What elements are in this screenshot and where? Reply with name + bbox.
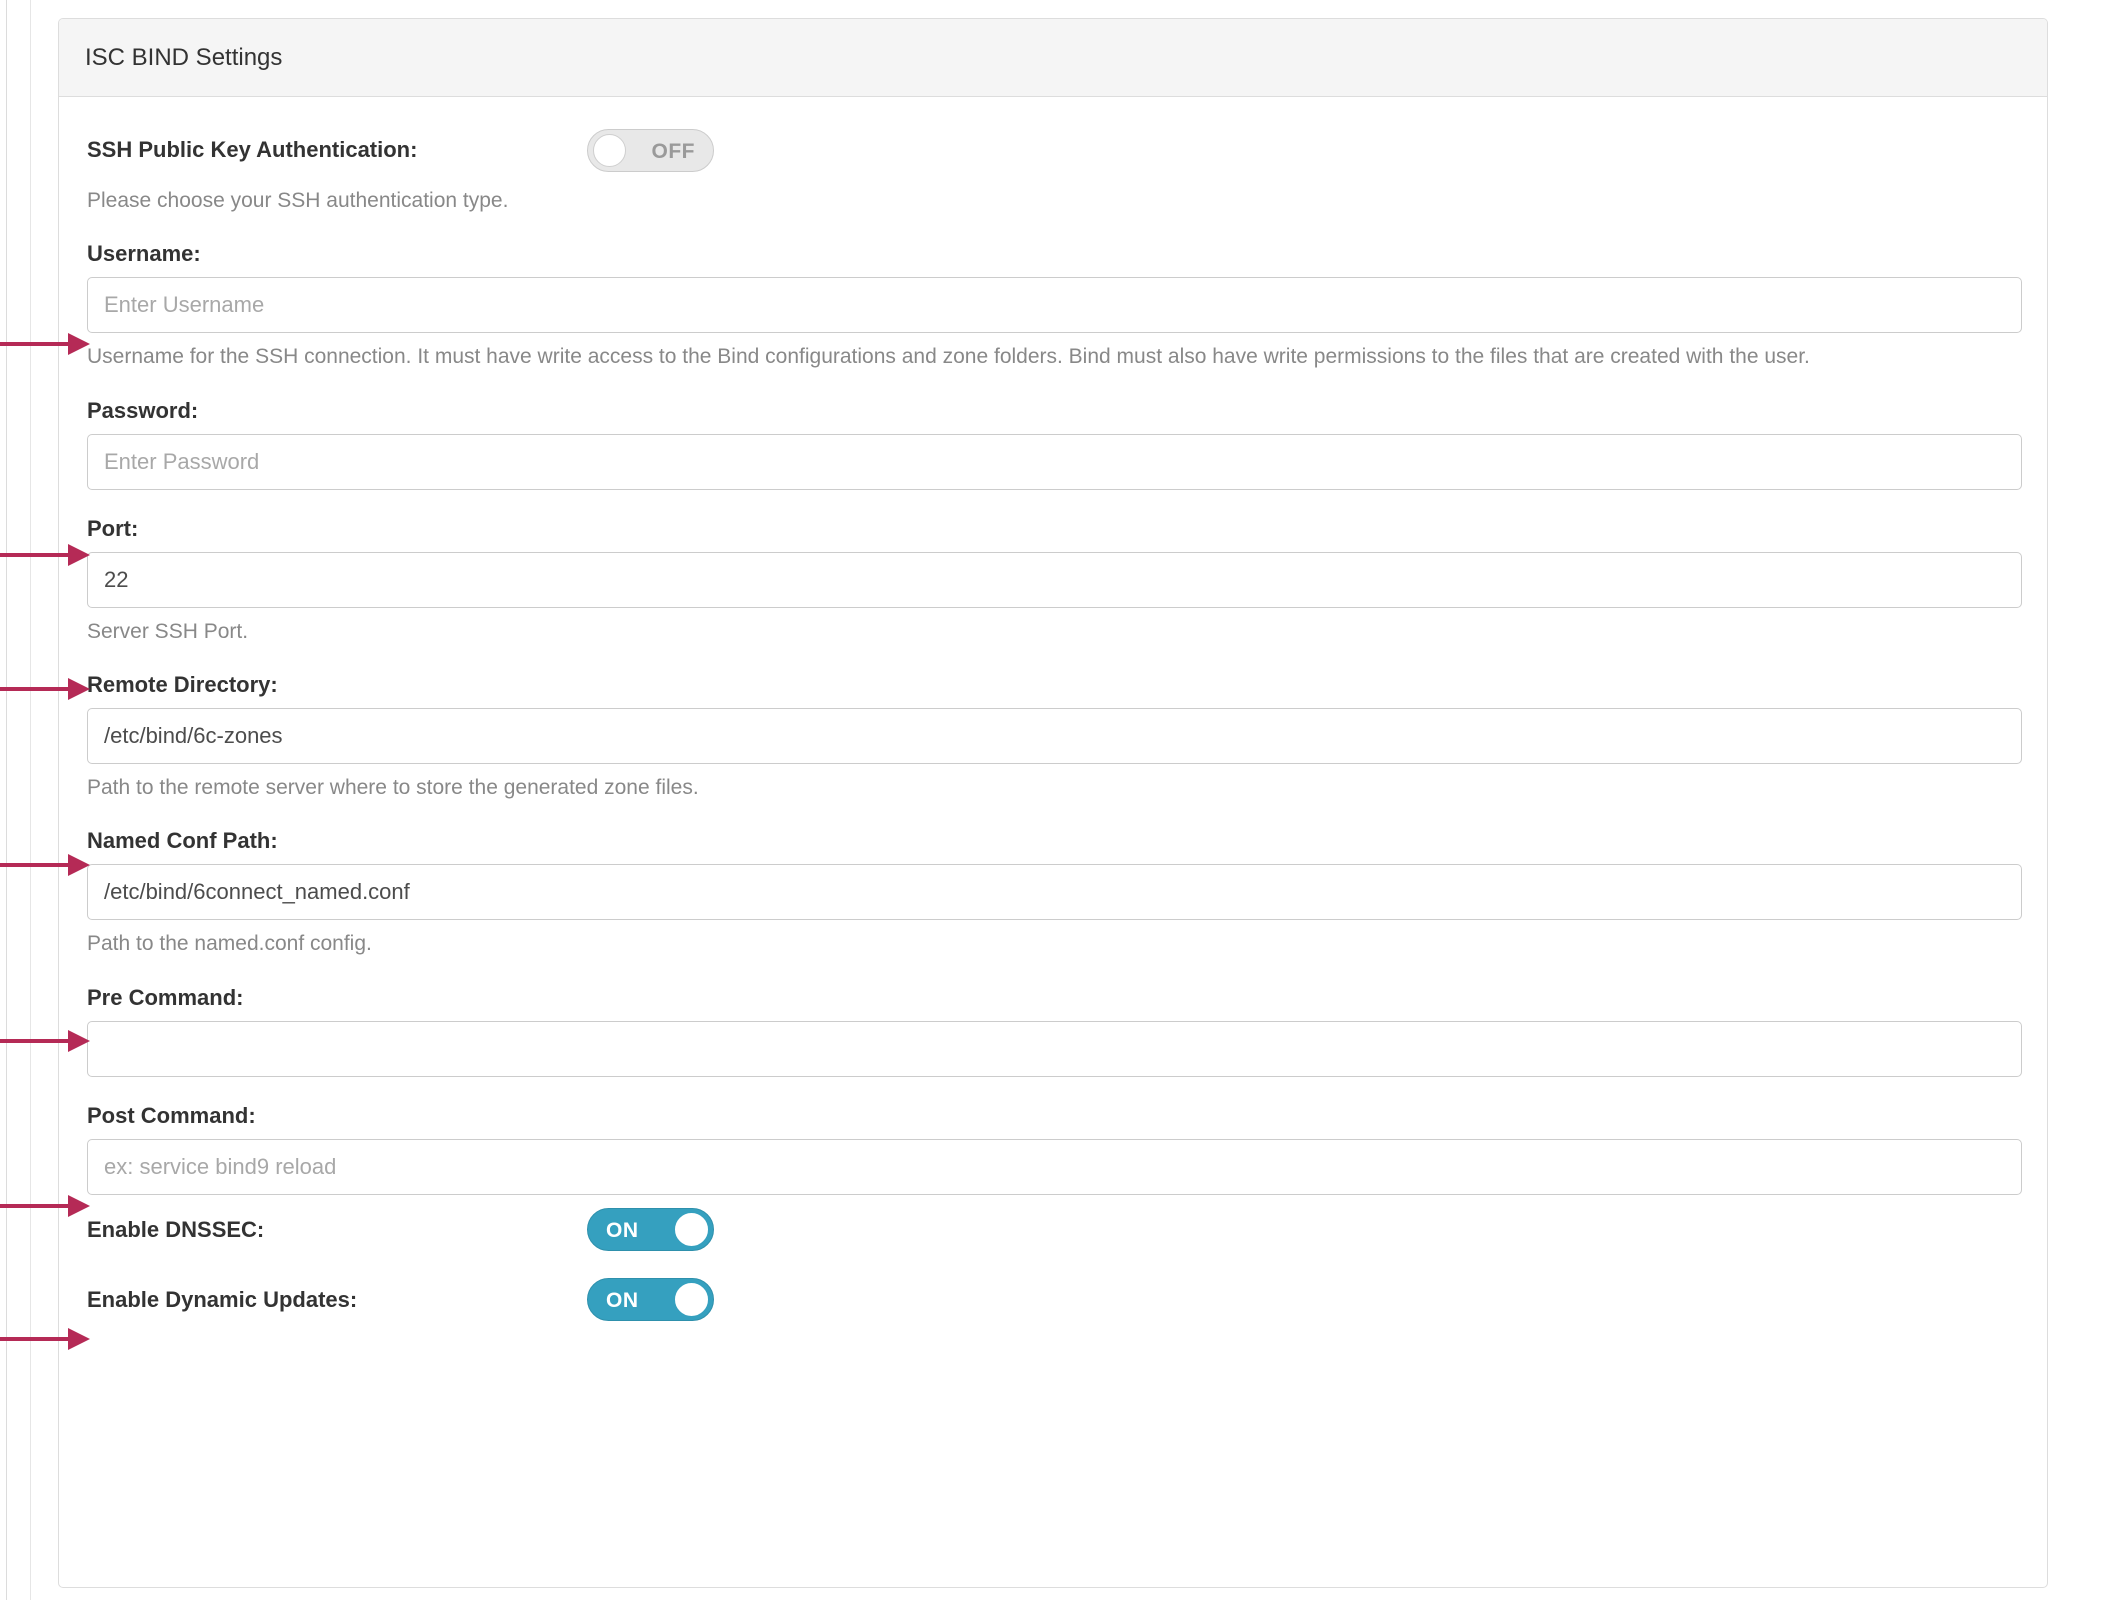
enable-dynamic-updates-row <box>87 1273 2019 1327</box>
enable-dnssec-toggle-state: ON <box>606 1219 639 1243</box>
ssh-public-key-auth-label: SSH Public Key Authentication: <box>87 137 418 162</box>
enable-dynamic-updates-toggle[interactable] <box>587 1278 714 1321</box>
password-label: Password: <box>87 397 199 423</box>
enable-dynamic-updates-label: Enable Dynamic Updates: <box>87 1286 358 1312</box>
named-conf-path-label: Named Conf Path: <box>87 828 278 854</box>
page-edge-rule-inner <box>30 0 31 1600</box>
port-input[interactable] <box>87 552 2022 608</box>
remote-directory-label-block <box>87 672 2019 698</box>
ssh-public-key-auth-help: Please choose your SSH authentication type. <box>87 189 509 212</box>
ssh-public-key-auth-toggle[interactable] <box>587 129 714 172</box>
remote-directory-label: Remote Directory: <box>87 672 278 698</box>
toggle-knob-icon <box>675 1213 708 1246</box>
enable-dnssec-label: Enable DNSSEC: <box>87 1216 265 1242</box>
port-help: Server SSH Port. <box>87 619 249 643</box>
username-label: Username: <box>87 241 201 267</box>
pre-command-label: Pre Command: <box>87 984 244 1010</box>
post-command-input[interactable] <box>87 1139 2022 1195</box>
isc-bind-settings-panel <box>58 18 2048 1588</box>
port-label: Port: <box>87 515 139 541</box>
page-title: ISC BIND Settings <box>85 43 283 71</box>
remote-directory-input[interactable] <box>87 708 2022 764</box>
toggle-knob-icon <box>675 1283 708 1316</box>
panel-body <box>59 97 2047 1347</box>
named-conf-path-label-block <box>87 828 2019 854</box>
username-input[interactable] <box>87 277 2022 333</box>
named-conf-path-input[interactable] <box>87 864 2022 920</box>
remote-directory-help: Path to the remote server where to store the generated zone files. <box>87 776 699 800</box>
password-input[interactable] <box>87 434 2022 490</box>
page-edge-rule-outer <box>6 0 7 1600</box>
enable-dynamic-updates-toggle-state: ON <box>606 1289 639 1313</box>
pre-command-label-block <box>87 985 2019 1011</box>
ssh-public-key-auth-toggle-state: OFF <box>651 139 695 163</box>
post-command-label-block <box>87 1103 2019 1129</box>
post-command-label: Post Command: <box>87 1102 256 1128</box>
enable-dnssec-row <box>87 1203 2019 1257</box>
named-conf-path-help: Path to the named.conf config. <box>87 932 372 956</box>
ssh-public-key-auth-row <box>87 123 2019 177</box>
panel-heading <box>59 19 2047 97</box>
port-label-block <box>87 516 2019 542</box>
username-help: Username for the SSH connection. It must have write access to the Bind configurations and zone folders. Bind must also have write permissions to the files that are created with the user. <box>87 345 1810 369</box>
toggle-knob-icon <box>593 134 626 167</box>
password-label-block <box>87 398 2019 424</box>
username-label-block <box>87 241 2019 267</box>
enable-dnssec-toggle[interactable] <box>587 1208 714 1251</box>
pre-command-input[interactable] <box>87 1021 2022 1077</box>
